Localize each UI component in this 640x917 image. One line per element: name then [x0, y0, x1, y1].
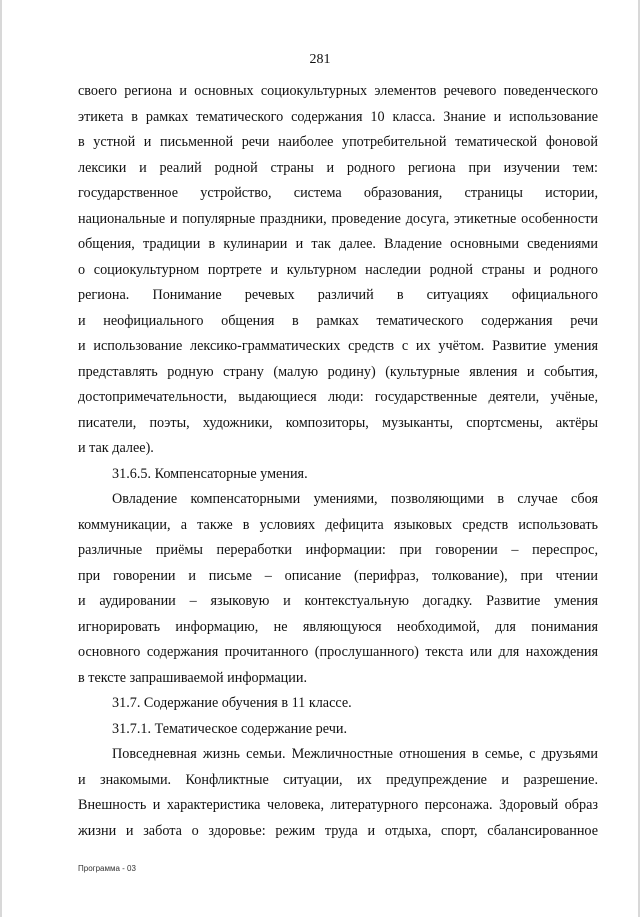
page-number: 281 [309, 52, 331, 67]
text-line: 31.7. Содержание обучения в 11 классе. [112, 695, 352, 711]
text-line: региона. Понимание речевых различий в ситуациях официального [78, 287, 598, 303]
text-line: лексики и реалий родной страны и родного региона при изучении тем: [78, 159, 598, 176]
text-line: в тексте запрашиваемой информации. [78, 669, 308, 686]
text-line: своего региона и основных социокультурных элементов речевого поведенческого [78, 83, 598, 99]
text-line: различные приёмы переработки информации: при говорении – переспрос, [78, 542, 598, 558]
scan-edge-left [0, 0, 2, 917]
text-line: и так далее). [78, 440, 154, 456]
text-line: этикета в рамках тематического содержания 10 класса. Знание и использование [78, 108, 598, 125]
text-line: писатели, поэты, художники, композиторы, музыканты, спортсмены, актёры [78, 414, 598, 431]
text-line: представлять родную страну (малую родину) (культурные явления и события, [78, 363, 598, 380]
text-line: о социокультурном портрете и культурном наследии родной страны и родного [78, 261, 598, 278]
text-line: коммуникации, а также в условиях дефицита языковых средств использовать [78, 516, 598, 533]
text-line: 31.7.1. Тематическое содержание речи. [112, 720, 347, 737]
text-line: и знакомыми. Конфликтные ситуации, их предупреждение и разрешение. [78, 771, 598, 788]
text-line: жизни и забота о здоровье: режим труда и отдыха, спорт, сбалансированное [78, 822, 598, 839]
body-text [78, 79, 598, 844]
footer-label: Программа - 03 [78, 864, 136, 873]
text-line: 31.6.5. Компенсаторные умения. [112, 465, 308, 482]
text-line: Овладение компенсаторными умениями, позволяющими в случае сбоя [112, 491, 598, 507]
text-line: достопримечательности, выдающиеся люди: государственные деятели, учёные, [78, 389, 598, 405]
text-line: в устной и письменной речи наиболее употребительной тематической фоновой [78, 134, 598, 150]
text-line: национальные и популярные праздники, проведение досуга, этикетные особенности [78, 210, 598, 227]
text-line: и использование лексико-грамматических средств с их учётом. Развитие умения [78, 338, 598, 354]
text-line: и неофициального общения в рамках тематического содержания речи [78, 312, 598, 329]
text-line: Повседневная жизнь семьи. Межличностные отношения в семье, с друзьями [112, 746, 598, 762]
text-line: Внешность и характеристика человека, литературного персонажа. Здоровый образ [78, 797, 598, 813]
text-line: общения, традиции в кулинарии и так далее. Владение основными сведениями [78, 236, 598, 252]
text-line: при говорении и письме – описание (перифраз, толкование), при чтении [78, 567, 598, 584]
text-line: и аудировании – языковую и контекстуальную догадку. Развитие умения [78, 593, 598, 609]
text-line: государственное устройство, система образования, страницы истории, [78, 185, 598, 201]
text-line: основного содержания прочитанного (прослушанного) текста или для нахождения [78, 644, 598, 660]
text-line: игнорировать информацию, не являющуюся необходимой, для понимания [78, 618, 598, 635]
